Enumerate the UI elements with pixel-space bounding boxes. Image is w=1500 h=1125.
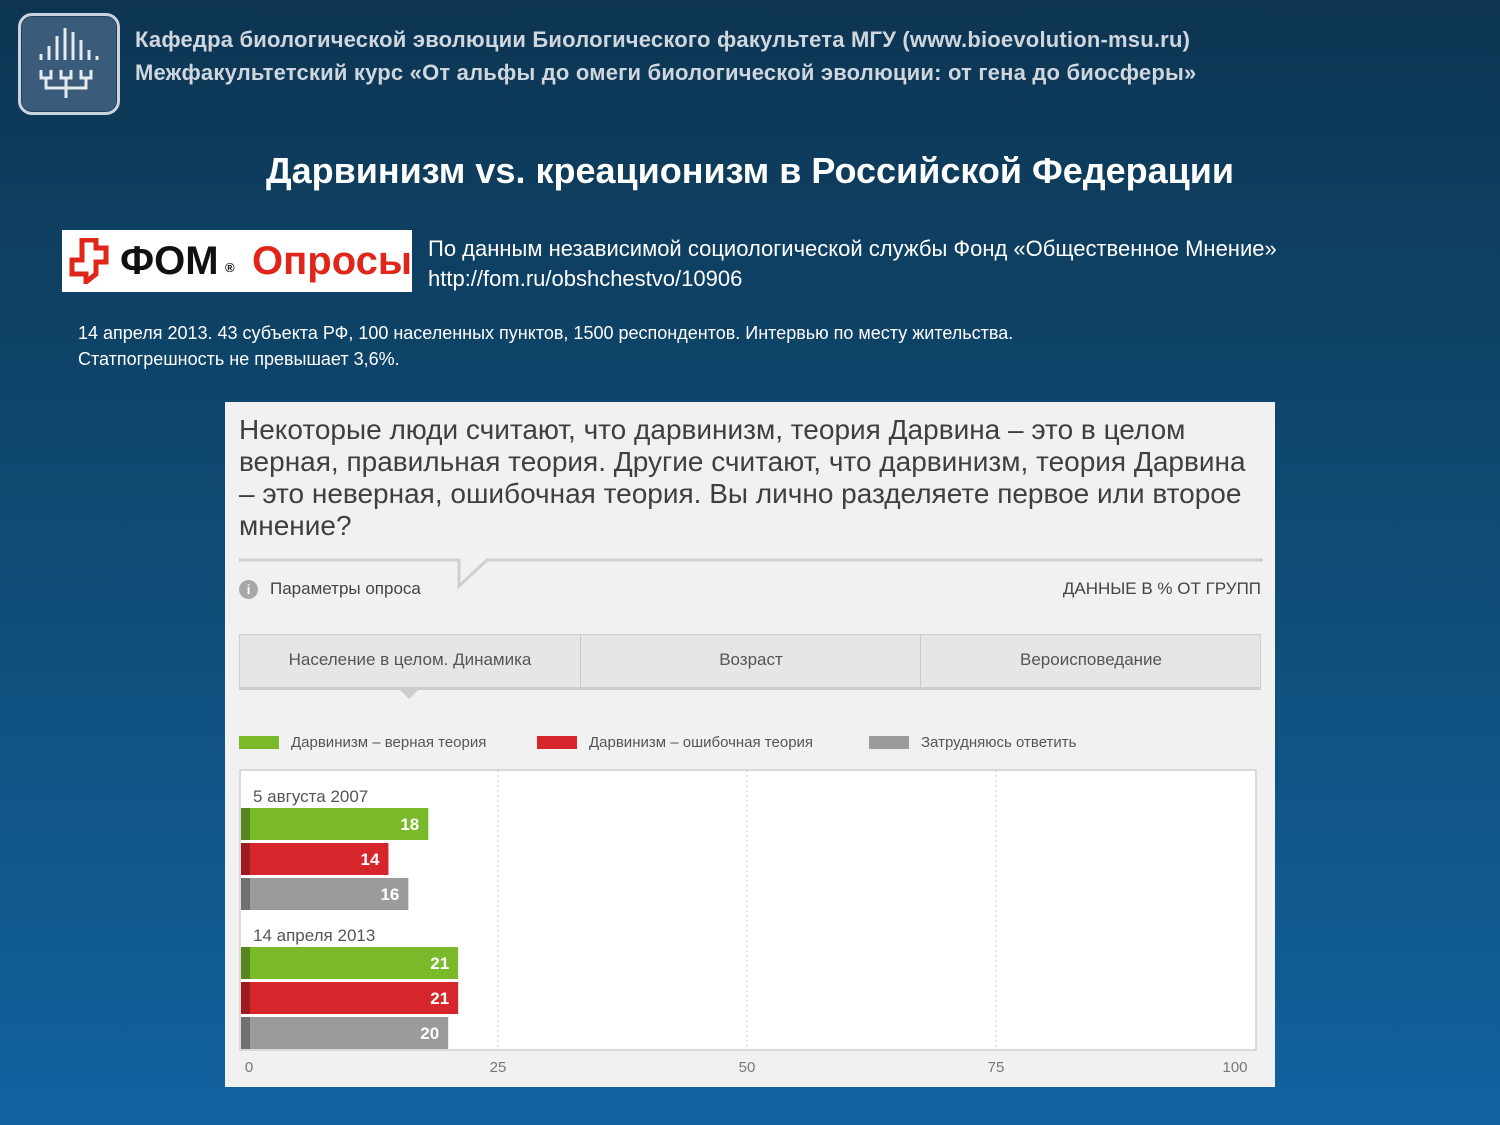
- bar-edge-0-0: [241, 808, 250, 840]
- header-line-2: Межфакультетский курс «От альфы до омеги биологической эволюции: от гена до биосферы»: [135, 60, 1197, 85]
- fom-registered-mark: ®: [225, 260, 235, 275]
- bar-1-0: [241, 947, 458, 979]
- tab-religion[interactable]: Вероисповедание: [920, 635, 1261, 687]
- bar-value-label-1-0: 21: [430, 954, 450, 973]
- survey-params-link[interactable]: Параметры опроса: [270, 579, 421, 598]
- group-label-0: 5 августа 2007: [253, 787, 369, 806]
- x-tick-label-100: 100: [1222, 1059, 1248, 1076]
- bar-edge-1-2: [241, 1017, 250, 1049]
- department-logo-icon: [21, 16, 117, 112]
- department-logo: [18, 13, 120, 115]
- fom-mark-icon: [68, 238, 110, 284]
- bar-value-label-0-1: 14: [360, 850, 380, 869]
- tab-population-dynamics[interactable]: Население в целом. Динамика: [288, 650, 532, 669]
- fom-logo-text: ФОМ: [120, 239, 219, 283]
- x-tick-label-0: 0: [244, 1059, 254, 1076]
- source-description: По данным независимой социологической службы Фонд «Общественное Мнение»: [428, 236, 1277, 261]
- legend-label-wrong: Дарвинизм – ошибочная теория: [589, 734, 814, 751]
- header-line-1: Кафедра биологической эволюции Биологического факультета МГУ (www.bioevolution-msu.ru): [135, 27, 1191, 52]
- bar-edge-0-2: [241, 878, 250, 910]
- survey-error-margin: Статпогрешность не превышает 3,6%.: [78, 349, 400, 369]
- x-tick-label-50: 50: [738, 1059, 756, 1076]
- bar-1-2: [241, 1017, 448, 1049]
- bar-1-1: [241, 982, 458, 1014]
- legend-label-correct: Дарвинизм – верная теория: [291, 734, 487, 751]
- bar-edge-0-1: [241, 843, 250, 875]
- fom-logo: [62, 230, 412, 292]
- survey-panel: [225, 402, 1275, 1087]
- bar-chart: [225, 402, 1275, 1087]
- tab-age[interactable]: Возраст: [580, 635, 921, 687]
- bar-edge-1-0: [241, 947, 250, 979]
- bar-value-label-0-0: 18: [400, 815, 420, 834]
- page-title: Дарвинизм vs. креационизм в Российской Федерации: [265, 150, 1235, 191]
- x-tick-label-25: 25: [489, 1059, 507, 1076]
- x-tick-label-75: 75: [987, 1059, 1005, 1076]
- fom-oprosy-text: Опросы: [252, 239, 413, 283]
- bar-edge-1-1: [241, 982, 250, 1014]
- survey-details: 14 апреля 2013. 43 субъекта РФ, 100 населенных пунктов, 1500 респондентов. Интервью по месту жительства.: [78, 323, 1014, 343]
- bar-value-label-1-2: 20: [420, 1024, 440, 1043]
- survey-question: Некоторые люди считают, что дарвинизм, теория Дарвина – это в целом верная, правильная теория. Другие считают, что дарвинизм, теория Дарвина – это неверная, ошибочная теория. Вы лично разделяете первое или второе мнение?: [239, 414, 1246, 541]
- data-unit-label: ДАННЫЕ В % ОТ ГРУПП: [1062, 579, 1261, 598]
- info-icon[interactable]: i: [239, 580, 258, 599]
- legend-label-unsure: Затрудняюсь ответить: [921, 734, 1077, 751]
- bar-value-label-1-1: 21: [430, 989, 450, 1008]
- bar-value-label-0-2: 16: [380, 885, 400, 904]
- source-url[interactable]: http://fom.ru/obshchestvo/10906: [428, 266, 743, 291]
- group-label-1: 14 апреля 2013: [253, 926, 376, 945]
